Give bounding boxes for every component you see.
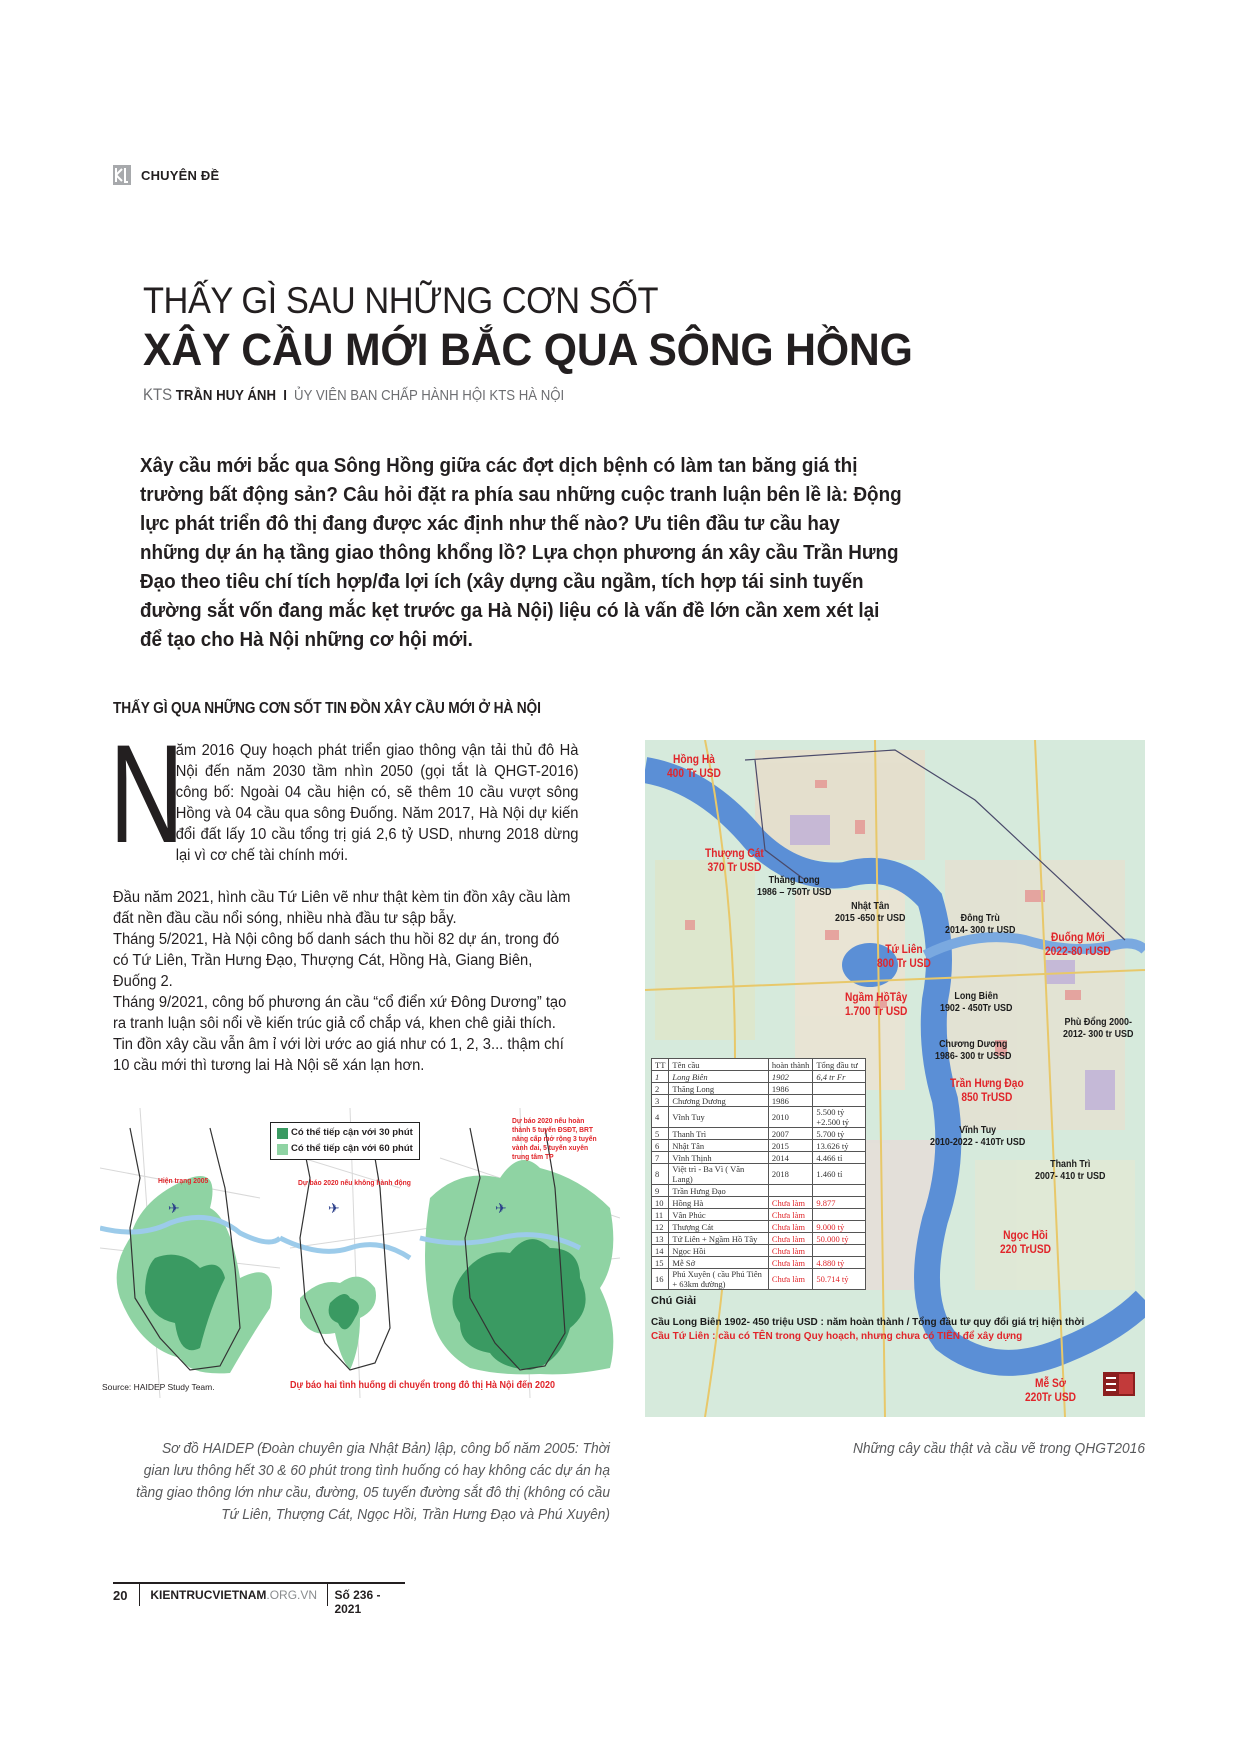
map-label-ngam-ho-tay: Ngầm HồTây 1.700 Tr USD [845, 990, 908, 1018]
cell-completed: Chưa làm [768, 1221, 813, 1233]
cell-bridge-name: Thanh Trì [669, 1128, 768, 1140]
cell-investment [813, 1209, 866, 1221]
bridge-table-header [652, 1059, 866, 1071]
cell-index: 15 [652, 1257, 669, 1269]
cell-index: 5 [652, 1128, 669, 1140]
map-label-hong-ha: Hồng Hà 400 Tr USD [667, 752, 721, 780]
cell-completed: Chưa làm [768, 1245, 813, 1257]
figure-bottom-title: Dự báo hai tình huống di chuyển trong đô thị Hà Nội đến 2020 [290, 1380, 556, 1391]
accessibility-legend [270, 1122, 420, 1160]
map-label-nhat-tan: Nhật Tân 2015 -650 tr USD [835, 900, 906, 924]
section-heading: THẤY GÌ QUA NHỮNG CƠN SỐT TIN ĐỒN XÂY CẦU MỚI Ở HÀ NỘI [113, 700, 541, 717]
cell-completed: 1902 [768, 1071, 813, 1083]
author-role: ỦY VIÊN BAN CHẤP HÀNH HỘI KTS HÀ NỘI [294, 387, 565, 404]
bridge-table-row [652, 1269, 866, 1290]
article-title-line2: XÂY CẦU MỚI BẮC QUA SÔNG HỒNG [143, 324, 913, 375]
cell-bridge-name: Vĩnh Tuy [669, 1107, 768, 1128]
figure-caption-right: Những cây cầu thật và cầu vẽ trong QHGT2016 [852, 1441, 1145, 1457]
cell-index: 8 [652, 1164, 669, 1185]
footer-site[interactable] [140, 1584, 327, 1602]
bridge-table-row [652, 1164, 866, 1185]
cell-bridge-name: Chương Dương [669, 1095, 768, 1107]
cell-index: 6 [652, 1140, 669, 1152]
cell-investment: 9.877 [813, 1197, 866, 1209]
bridge-table-row [652, 1185, 866, 1197]
hanoi-logo-icon [1103, 1372, 1135, 1396]
legend-item-60min [277, 1141, 413, 1157]
body-paragraph: Tháng 5/2021, Hà Nội công bố danh sách thu hồi 82 dự án, trong đó có Tứ Liên, Trần Hưng Đạo, Thượng Cát, Hồng Hà, Giang Biên, Đuống 2. [113, 931, 560, 990]
cell-completed: 2018 [768, 1164, 813, 1185]
section-label: CHUYÊN ĐỀ [141, 167, 220, 183]
cell-completed: Chưa làm [768, 1209, 813, 1221]
cell-bridge-name: Thượng Cát [669, 1221, 768, 1233]
cell-investment: 13.626 tỷ [813, 1140, 866, 1152]
map-label-thang-long: Thăng Long 1986 – 750Tr USD [757, 874, 832, 898]
cell-completed: Chưa làm [768, 1197, 813, 1209]
figure-source: Source: HAIDEP Study Team. [102, 1382, 215, 1392]
bridge-table-row [652, 1233, 866, 1245]
bridge-table-row [652, 1071, 866, 1083]
cell-completed [768, 1185, 813, 1197]
cell-investment: 4.466 tỉ [813, 1152, 866, 1164]
cell-index: 7 [652, 1152, 669, 1164]
cell-investment [813, 1245, 866, 1257]
issue-number: Số 236 - 2021 [334, 1588, 381, 1616]
bridge-map [645, 740, 1145, 1417]
body-paragraph: Đầu năm 2021, hình cầu Tứ Liên vẽ như thật kèm tin đồn xây cầu làm đất nền đầu cầu nổi sóng, nhiều nhà đầu tư sập bẫy. [113, 889, 571, 927]
byline-prefix: KTS [143, 385, 173, 404]
cell-index: 16 [652, 1269, 669, 1290]
bridge-table-row [652, 1221, 866, 1233]
cell-bridge-name: Mễ Sở [669, 1257, 768, 1269]
cell-bridge-name: Phú Xuyên ( cầu Phú Tiên + 63km đường) [669, 1269, 768, 1290]
cell-completed: 2015 [768, 1140, 813, 1152]
cell-index: 1 [652, 1071, 669, 1083]
bridge-table-row [652, 1083, 866, 1095]
map-label-me-so: Mễ Sở 220Tr USD [1025, 1376, 1077, 1404]
kt-logo-icon [113, 165, 131, 185]
map-label-duong-moi: Đuống Mới 2022-80 rUSD [1045, 930, 1111, 958]
cell-bridge-name: Ngọc Hồi [669, 1245, 768, 1257]
map-label-tran-hung-dao: Trần Hưng Đạo 850 TrUSD [950, 1076, 1024, 1104]
map-label-thanh-tri: Thanh Trì 2007- 410 tr USD [1035, 1158, 1106, 1182]
bridge-table-row [652, 1095, 866, 1107]
section-tag [113, 165, 219, 185]
cell-investment [813, 1185, 866, 1197]
cell-index: 3 [652, 1095, 669, 1107]
map-legend-title: Chú Giải [651, 1295, 697, 1307]
page-number: 20 [113, 1588, 128, 1603]
haidep-accessibility-map [100, 1108, 620, 1398]
col-header: Tên cầu [669, 1059, 768, 1071]
map-label-dong-tru: Đông Trù 2014- 300 tr USD [945, 912, 1016, 936]
cell-bridge-name: Nhật Tân [669, 1140, 768, 1152]
page-footer [113, 1582, 405, 1616]
cell-completed: 2014 [768, 1152, 813, 1164]
footer-site-name: KIENTRUCVIETNAM [150, 1588, 267, 1602]
airport-icon: ✈ [495, 1200, 507, 1216]
legend-swatch-30min [277, 1128, 288, 1139]
bridge-table-row [652, 1209, 866, 1221]
airport-icon: ✈ [168, 1200, 180, 1216]
bridge-table-row [652, 1245, 866, 1257]
cell-completed: Chưa làm [768, 1269, 813, 1290]
footer-site-suffix: .ORG.VN [266, 1588, 318, 1602]
legend-swatch-60min [277, 1144, 288, 1155]
map-label-ngoc-hoi: Ngọc Hồi 220 TrUSD [1000, 1228, 1052, 1256]
lead-text: Xây cầu mới bắc qua Sông Hồng giữa các đợt dịch bệnh có làm tan băng giá thị trường bất động sản? Câu hỏi đặt ra phía sau những cuộc tranh luận bên lề là: Động lực phát triển đô thị đang được xác định như thế nào? Ưu tiên đầu tư cầu hay những dự án hạ tầng giao thông khổng lồ? Lựa chọn phương án xây cầu Trần Hưng Đạo theo tiêu chí tích hợp/đa lợi ích (xây dựng cầu ngầm, tích hợp tái sinh tuyến đường sắt vốn đang mắc kẹt trước ga Hà Nội) liệu có là vấn đề lớn cần xem xét lại để tạo cho Hà Nội những cơ hội mới. [140, 454, 902, 651]
cell-investment: 50.714 tỷ [813, 1269, 866, 1290]
cell-bridge-name: Vân Phúc [669, 1209, 768, 1221]
cell-investment [813, 1083, 866, 1095]
map-label-long-bien: Long Biên 1902 - 450Tr USD [940, 990, 1013, 1014]
byline [143, 385, 564, 405]
cell-investment: 4.880 tỷ [813, 1257, 866, 1269]
bridge-table-row [652, 1257, 866, 1269]
cell-bridge-name: Trần Hưng Đạo [669, 1185, 768, 1197]
map-label-vinh-tuy: Vĩnh Tuy 2010-2022 - 410Tr USD [930, 1124, 1026, 1148]
cell-investment: 50.000 tỷ [813, 1233, 866, 1245]
article-title-line1: THẤY GÌ SAU NHỮNG CƠN SỐT [143, 280, 659, 321]
cell-bridge-name: Hồng Hà [669, 1197, 768, 1209]
cell-completed: 1986 [768, 1083, 813, 1095]
cell-investment [813, 1095, 866, 1107]
cell-completed: 1986 [768, 1095, 813, 1107]
author-name: TRẦN HUY ÁNH [175, 387, 277, 404]
cell-bridge-name: Thăng Long [669, 1083, 768, 1095]
cell-index: 4 [652, 1107, 669, 1128]
cell-index: 14 [652, 1245, 669, 1257]
bridge-table-row [652, 1128, 866, 1140]
cell-investment: 6,4 tr Fr [813, 1071, 866, 1083]
bridge-table-row [652, 1140, 866, 1152]
panel-label: Dự báo 2020 nếu hoàn thành 5 tuyến ĐSĐT, BRT nâng cấp mở rộng 3 tuyến vành đai, 5 tuyến xuyên trung tâm TP [512, 1116, 597, 1161]
map-label-tu-lien: Tứ Liên 800 Tr USD [877, 942, 931, 970]
airport-icon: ✈ [328, 1200, 340, 1216]
legend-item-30min [277, 1125, 413, 1141]
cell-index: 2 [652, 1083, 669, 1095]
map-legend-red: Cầu Tứ Liên : cầu có TÊN trong Quy hoạch, nhưng chưa có TIỀN để xây dựng [651, 1331, 1023, 1342]
cell-index: 11 [652, 1209, 669, 1221]
map-label-phu-dong: Phù Đổng 2000- 2012- 300 tr USD [1063, 1016, 1134, 1040]
map-label-chuong-duong: Chương Dương 1986- 300 tr USSD [935, 1038, 1012, 1062]
cell-investment: 5.700 tỷ [813, 1128, 866, 1140]
col-header: Tổng đầu tư [813, 1059, 866, 1071]
cell-completed: Chưa làm [768, 1257, 813, 1269]
cell-completed: Chưa làm [768, 1233, 813, 1245]
cell-index: 12 [652, 1221, 669, 1233]
col-header: hoàn thành [768, 1059, 813, 1071]
drop-cap: N [109, 715, 180, 872]
bridge-table [651, 1058, 866, 1290]
cell-completed: 2010 [768, 1107, 813, 1128]
bridge-table-body [652, 1071, 866, 1290]
bridge-table-row [652, 1107, 866, 1128]
cell-investment: 9.000 tỷ [813, 1221, 866, 1233]
body-paragraph: ăm 2016 Quy hoạch phát triển giao thông vận tải thủ đô Hà Nội đến năm 2030 tầm nhìn 2050 (gọi tắt là QHGT-2016) công bố: Ngoài 04 cầu hiện có, sẽ thêm 10 cầu vượt sông Hồng và 04 cầu qua sông Đuống. Năm 2017, Hà Nội dự kiến đổi đất lấy 10 cầu tổng trị giá 2,6 tỷ USD, nhưng 2018 dừng lại vì cơ chế tài chính mới. [175, 742, 579, 864]
panel-label: Hiện trạng 2005 [158, 1176, 209, 1185]
byline-separator: I [283, 387, 287, 404]
cell-investment: 1.460 tỉ [813, 1164, 866, 1185]
map-legend [651, 1294, 1131, 1344]
body-column [109, 715, 579, 1076]
cell-index: 13 [652, 1233, 669, 1245]
panel-label: Dự báo 2020 nếu không hành động [298, 1178, 411, 1187]
cell-index: 9 [652, 1185, 669, 1197]
bridge-table-row [652, 1197, 866, 1209]
col-header: TT [652, 1059, 669, 1071]
legend-label: Có thể tiếp cận với 60 phút [291, 1143, 413, 1154]
legend-label: Có thể tiếp cận với 30 phút [291, 1127, 413, 1138]
cell-bridge-name: Tứ Liên + Ngầm Hồ Tây [669, 1233, 768, 1245]
cell-index: 10 [652, 1197, 669, 1209]
figure-caption-left: Sơ đồ HAIDEP (Đoàn chuyên gia Nhật Bản) lập, công bố năm 2005: Thời gian lưu thông hết 30 & 60 phút trong tình huống có hay không các dự án hạ tầng giao thông lớn như cầu, đường, 05 tuyến đường sắt đô thị (không có cầu Tứ Liên, Thượng Cát, Ngọc Hồi, Trần Hưng Đạo và Phú Xuyên) [136, 1441, 610, 1523]
map-label-thuong-cat: Thượng Cát 370 Tr USD [705, 846, 764, 874]
body-paragraph: Tháng 9/2021, công bố phương án cầu “cổ điển xứ Đông Dương” tạo ra tranh luận sôi nổi về kiến trúc giả cổ chắp vá, khen chê giải thích. Tin đồn xây cầu vẫn âm ỉ với lời ước ao giá như có 1, 2, 3... thậm chí 10 cầu mới thì tương lai Hà Nội sẽ xán lạn hơn. [113, 994, 567, 1074]
cell-bridge-name: Vĩnh Thịnh [669, 1152, 768, 1164]
cell-completed: 2007 [768, 1128, 813, 1140]
bridge-table-row [652, 1152, 866, 1164]
map-legend-black: Cầu Long Biên 1902- 450 triệu USD : năm hoàn thành / Tổng đầu tư quy đổi giá trị hiện thời [651, 1317, 1085, 1328]
cell-investment: 5.500 tỷ +2.500 tỷ [813, 1107, 866, 1128]
cell-bridge-name: Việt trì - Ba Vì ( Văn Lang) [669, 1164, 768, 1185]
cell-bridge-name: Long Biên [669, 1071, 768, 1083]
lead-paragraph [140, 451, 904, 654]
